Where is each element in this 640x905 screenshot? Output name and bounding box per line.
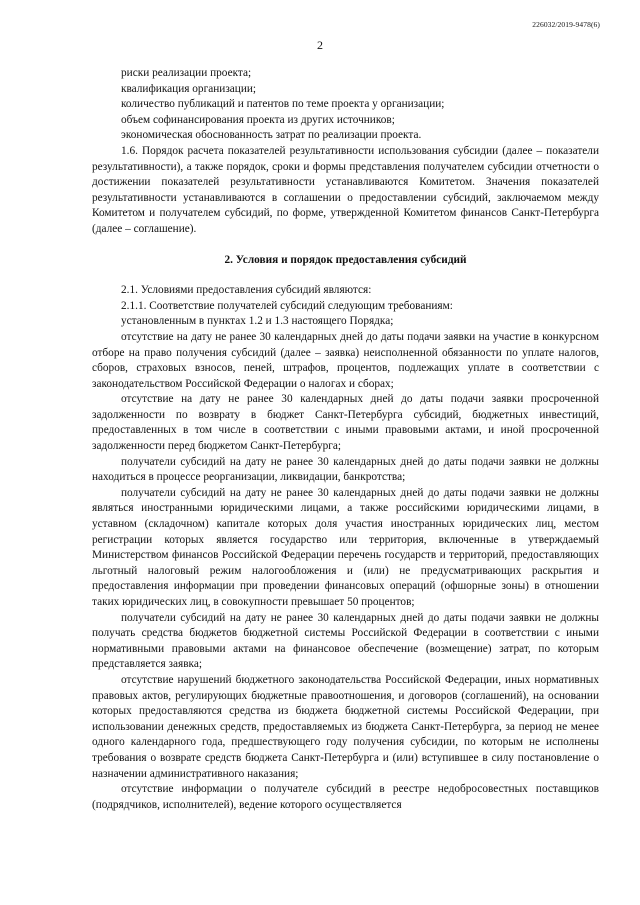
paragraph: экономическая обоснованность затрат по реализации проекта.	[121, 129, 422, 142]
paragraph: количество публикаций и патентов по теме проекта у организации;	[121, 98, 445, 111]
paragraph: 2.1.1. Соответствие получателей субсидий следующим требованиям:	[121, 299, 453, 312]
paragraph: риски реализации проекта;	[121, 67, 252, 79]
paragraph: отсутствие на дату не ранее 30 календарных дней до даты подачи заявки на участие в конкурсном отборе на право получения субсидий (далее – заявка) неисполненной обязанности по уплате налогов, сборов, страховых взносов, пеней, штрафов, процентов, подлежащих уплате в соответствии с законодательством Российской Федерации о налогах и сборах;	[92, 330, 599, 390]
paragraph: квалификация организации;	[121, 82, 257, 95]
paragraph: установленным в пунктах 1.2 и 1.3 настоящего Порядка;	[121, 315, 394, 328]
paragraph: объем софинансирования проекта из других источников;	[121, 113, 395, 126]
paragraph: отсутствие на дату не ранее 30 календарных дней до даты подачи заявки просроченной задолженности по возврату в бюджет Санкт-Петербурга субсидий, бюджетных инвестиций, предоставленных в том числе в соответствии с иными правовыми актами, и иной просроченной задолженности перед бюджетом Санкт-Петербурга;	[92, 393, 599, 453]
paragraph: получатели субсидий на дату не ранее 30 календарных дней до даты подачи заявки не должны получать средства бюджетов бюджетной системы Российской Федерации в соответствии с иными нормативными правовыми актами на финансовое обеспечение (возмещение) затрат, по которым представляется заявка;	[92, 611, 599, 671]
document-body	[92, 66, 599, 813]
page-number: 2	[317, 38, 323, 52]
document-id: 226032/2019-9478(6)	[532, 20, 600, 29]
paragraph: получатели субсидий на дату не ранее 30 календарных дней до даты подачи заявки не должны являться иностранными юридическими лицами, а также российскими юридическими лицами, в уставном (складочном) капитале которых доля участия иностранных юридических лиц, местом регистрации которых является государство или территория, включенные в утверждаемый Министерством финансов Российской Федерации перечень государств и территорий, предоставляющих льготный налоговый режим налогообложения и (или) не предусматривающих раскрытия и предоставления информации при проведении финансовых операций (офшорные зоны) в отношении таких юридических лиц, в совокупности превышает 50 процентов;	[92, 486, 599, 608]
paragraph: отсутствие информации о получателе субсидий в реестре недобросовестных поставщиков (подрядчиков, исполнителей), ведение которого осуществляется	[92, 783, 599, 811]
paragraph: 1.6. Порядок расчета показателей результативности использования субсидии (далее – показатели результативности), а также порядок, сроки и формы представления получателем субсидии отчетности о достижении показателей результативности устанавливаются Комитетом. Значения показателей результативности устанавливаются в соглашении о предоставлении субсидий, заключаемом между Комитетом и получателем субсидий, по форме, утвержденной Комитетом финансов Санкт-Петербурга (далее – соглашение).	[92, 144, 599, 235]
section-heading: 2. Условия и порядок предоставления субсидий	[224, 253, 467, 266]
paragraph: 2.1. Условиями предоставления субсидий являются:	[121, 284, 372, 297]
paragraph: получатели субсидий на дату не ранее 30 календарных дней до даты подачи заявки не должны находиться в процессе реорганизации, ликвидации, банкротства;	[92, 455, 599, 484]
paragraph: отсутствие нарушений бюджетного законодательства Российской Федерации, иных нормативных правовых актов, регулирующих бюджетные правоотношения, и договоров (соглашений), на основании которых предоставляются средства из бюджета бюджетной системы Российской Федерации, при использовании денежных средств, предоставляемых из бюджета Санкт-Петербурга, за период не менее одного календарного года, предшествующего году получения субсидии, по которым не исполнены требования о возврате средств бюджета Санкт-Петербурга и (или) вступившее в силу постановление о назначении административного наказания;	[92, 673, 599, 780]
